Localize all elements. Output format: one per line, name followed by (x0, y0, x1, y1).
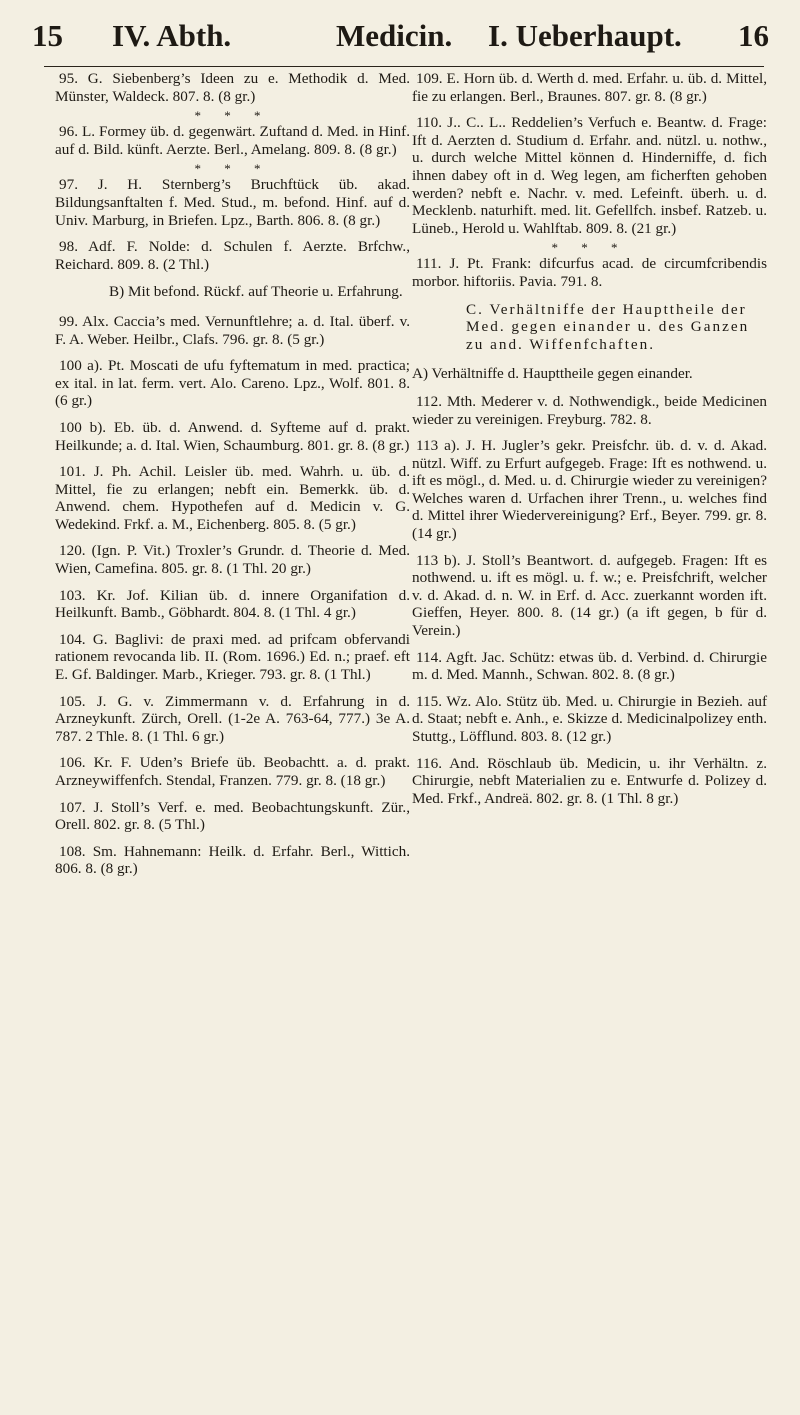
section-heading-b: B) Mit befond. Rückf. auf Theorie u. Erfahrung. (109, 283, 403, 301)
entry-99: 99. Alx. Caccia’s med. Vernunftlehre; a. d. Ital. überf. v. F. A. Weber. Heilbr., Clafs. 796. gr. 8. (5 gr.) (55, 312, 410, 348)
page-number-left: 15 (32, 18, 63, 53)
entry-109: 109. E. Horn üb. d. Werth d. med. Erfahr. u. üb. d. Mittel, fie zu erlangen. Berl., Braunes. 807. gr. 8. (8 gr.) (412, 70, 767, 105)
running-header (24, 14, 774, 64)
entry-97: 97. J. H. Sternberg’s Bruchftück üb. akad. Bildungsanftalten f. Med. Stud., m. befond. Hinf. auf d. Univ. Marburg, in Briefen. Lpz., Barth. 806. 8. (8 gr.) (55, 176, 410, 229)
entry-107: 107. J. Stoll’s Verf. e. med. Beobachtungskunft. Zür., Orell. 802. gr. 8. (5 Thl.) (55, 798, 410, 834)
header-subject: Medicin. (336, 18, 453, 53)
entry-96: 96. L. Formey üb. d. gegenwärt. Zuftand d. Med. in Hinf. auf d. Bild. künft. Aerzte. Berl., Amelang. 809. 8. (8 gr.) (55, 123, 410, 158)
entry-114: 114. Agft. Jac. Schütz: etwas üb. d. Verbind. d. Chirurgie m. d. Med. Mannh., Schwan. 802. 8. (8 gr.) (412, 648, 767, 684)
entry-120: 120. (Ign. P. Vit.) Troxler’s Grundr. d. Theorie d. Med. Wien, Camefina. 805. gr. 8. (1 Thl. 20 gr.) (55, 542, 410, 578)
entry-100b: 100 b). Eb. üb. d. Anwend. d. Syfteme auf d. prakt. Heilkunde; a. d. Ital. Wien, Schaumburg. 801. gr. 8. (8 gr.) (55, 418, 410, 454)
entry-103: 103. Kr. Jof. Kilian üb. d. innere Organifation d. Heilkunft. Bamb., Göbhardt. 804. 8. (1 Thl. 4 gr.) (55, 586, 410, 622)
header-subsection: I. Ueberhaupt. (488, 18, 682, 53)
entry-104: 104. G. Baglivi: de praxi med. ad prifcam obfervandi rationem revocanda lib. II. (Rom. 1696.) Ed. n.; praef. eft E. Gf. Baldinger. Marb., Krieger. 793. gr. 8. (1 Thl.) (55, 630, 410, 684)
separator-stars: * * * (551, 240, 628, 256)
entry-105: 105. J. G. v. Zimmermann v. d. Erfahrung in d. Arzneykunft. Zürch, Orell. (1-2e A. 763-64, 777.) 3e A. 787. 2 Thle. 8. (1 Thl. 6 gr.) (55, 692, 410, 745)
left-column (55, 70, 410, 887)
entry-98: 98. Adf. F. Nolde: d. Schulen f. Aerzte. Brfchw., Reichard. 809. 8. (2 Thl.) (55, 238, 410, 273)
page-number-right: 16 (738, 18, 769, 53)
entry-95: 95. G. Siebenberg’s Ideen zu e. Methodik d. Med. Münster, Waldeck. 807. 8. (8 gr.) (55, 70, 410, 105)
entry-113b: 113 b). J. Stoll’s Beantwort. d. aufgegeb. Fragen: Ift es nothwend. u. ift es mögl. u. f. w.; e. Preisfchrift, welcher v. d. Akad. d. n. W. in Erf. d. Acc. zuerkannt worden ift. Gieffen, Heyer. 800. 8. (14 gr.) (a ift gegen, b für d. Verein.) (412, 551, 767, 640)
separator-stars: * * * (194, 108, 271, 124)
entry-100a: 100 a). Pt. Moscati de ufu fyftematum in med. practica; ex ital. in lat. ferm. vert. Alo. Careno. Lpz., Wolf. 801. 8. (6 gr.) (55, 357, 410, 410)
entry-106: 106. Kr. F. Uden’s Briefe üb. Beobachtt. a. d. prakt. Arzneywiffenfch. Stendal, Franzen. 779. gr. 8. (18 gr.) (55, 754, 410, 789)
entry-101: 101. J. Ph. Achil. Leisler üb. med. Wahrh. u. üb. d. Mittel, fie zu erlangen; nebft ein. Bemerkk. üb. d. Anwend. chem. Hypothefen auf d. Medicin v. G. Wedekind. Frkf. a. M., Eichenberg. 805. 8. (5 gr.) (55, 463, 410, 533)
entry-116: 116. And. Röschlaub üb. Medicin, u. ihr Verhältn. z. Chirurgie, nebft Materialien zu e. Entwurfe d. Polizey d. Med. Frkf., Andreä. 802. gr. 8. (1 Thl. 8 gr.) (412, 754, 767, 807)
subsection-heading-a: A) Verhältniffe d. Haupttheile gegen einander. (412, 365, 693, 383)
entry-115: 115. Wz. Alo. Stütz üb. Med. u. Chirurgie in Bezieh. auf d. Staat; nebft e. Anh., e. Skizze d. Medicinalpolizey enth. Stuttg., Löfflund. 803. 8. (12 gr.) (412, 692, 767, 745)
entry-110: 110. J.. C.. L.. Reddelien’s Verfuch e. Beantw. d. Frage: Ift d. Aerzten d. Studium d. Erfahr. and. nützl. u. nothw., u. durch welche Mittel können d. Hinderniffe, d. fich ihnen dabey oft in d. Weg legen, am ficherften gehoben werden? nebft e. Nachr. v. med. Lefeinft. überh. u. d. Mecklenb. naturhift. med. lit. Gefellfch. insbef. Ratzeb. u. Lüneb., Herold u. Wahlftab. 809. 8. (21 gr.) (412, 114, 767, 237)
entry-113a: 113 a). J. H. Jugler’s gekr. Preisfchr. üb. d. v. d. Akad. nützl. Wiff. zu Erfurt aufgegeb. Frage: Ift es nothwend. u. ift es mögl., d. Med. u. d. Chirurgie wieder zu vereinigen? Welches waren d. Urfachen ihrer Trenn., u. welches find d. Mittel ihrer Wiedervereinigung? Erf., Beyer. 799. gr. 8. (14 gr.) (412, 437, 767, 543)
separator-stars: * * * (194, 161, 271, 177)
right-column (412, 70, 767, 816)
header-rule (44, 66, 764, 67)
entry-108: 108. Sm. Hahnemann: Heilk. d. Erfahr. Berl., Wittich. 806. 8. (8 gr.) (55, 842, 410, 878)
entry-111: 111. J. Pt. Frank: difcurfus acad. de circumfcribendis morbor. hiftoriis. Pavia. 791. 8. (412, 255, 767, 290)
section-heading-c: C. Verhältniffe der Haupttheile der Med. gegen einander u. des Ganzen zu and. Wiffenfchaften. (466, 300, 750, 353)
entry-112: 112. Mth. Mederer v. d. Nothwendigk., beide Medicinen wieder zu vereinigen. Freyburg. 782. 8. (412, 392, 767, 428)
header-section: IV. Abth. (112, 18, 232, 53)
